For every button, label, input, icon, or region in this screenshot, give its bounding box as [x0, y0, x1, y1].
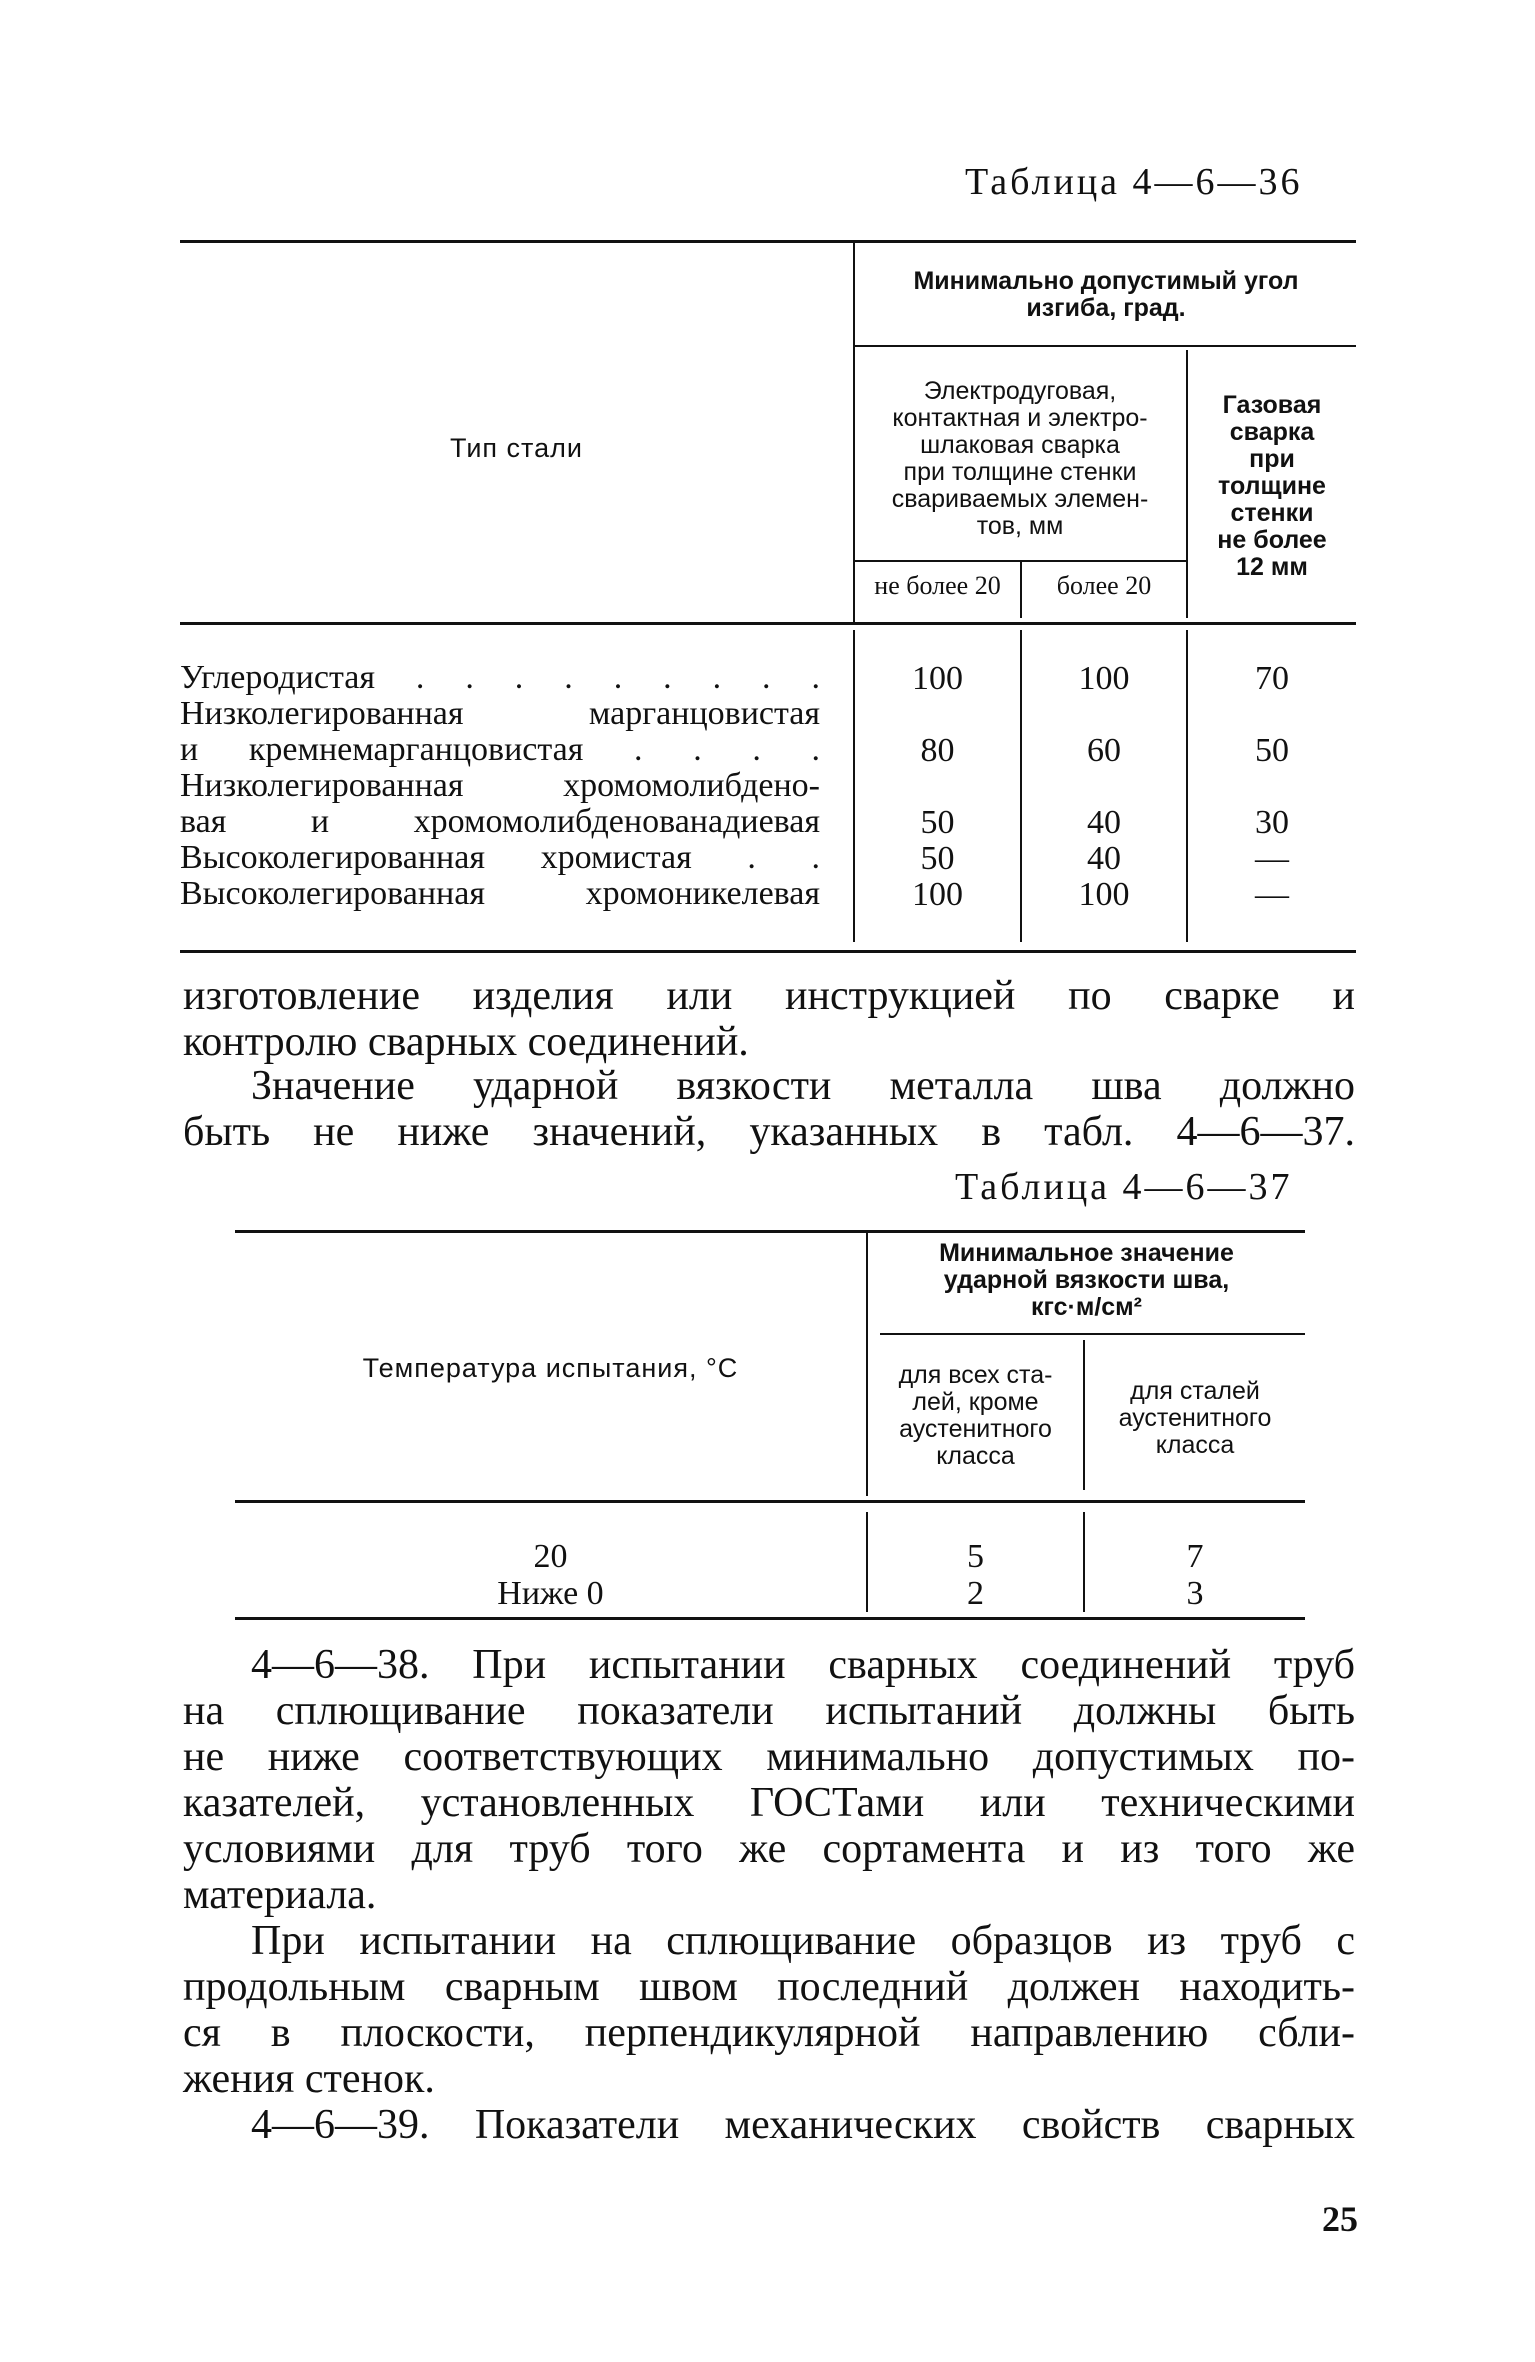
- paragraph-4-6-38: 4—6—38. При испытании сварных соединений труб на сплющивание показатели испытаний должны быть не ниже соответствующих минимально допустимых по- казателей, установленных ГОСТами или техническими условиями для труб того же сортамента и из того же материала.: [183, 1642, 1355, 1918]
- row-label-5: вая и хромомолибденованадиевая: [180, 803, 820, 840]
- table-36-caption: Таблица 4—6—36: [965, 161, 1303, 203]
- row-label-7: Высоколегированная хромоникелевая: [180, 875, 820, 912]
- paragraph-flattening: При испытании на сплющивание образцов из труб с продольным сварным швом последний должен находить- ся в плоскости, перпендикулярной направлению сбли- жения стенок.: [183, 1918, 1355, 2102]
- page-number: 25: [1322, 2199, 1358, 2239]
- row-label-3: и кремнемарганцовистая . . . .: [180, 731, 820, 768]
- table-37-top-rule: [235, 1230, 1305, 1233]
- table-36-col-type: Тип стали: [450, 433, 583, 463]
- table-37-header-rule: [235, 1500, 1305, 1503]
- t37-r1-aus: 7: [1186, 1538, 1204, 1575]
- t36-r3-c: 30: [1255, 804, 1289, 841]
- table-37-sub-aus: для сталей аустенитного класса: [1118, 1377, 1272, 1459]
- t36-r2-b: 60: [1087, 732, 1121, 769]
- t36-r2-a: 80: [920, 732, 955, 769]
- table-36-sub-header-arc: Электродуговая, контактная и электро- шлаковая сварка при толщине стенки свариваемых элемен- тов, мм: [891, 377, 1149, 540]
- table-37-group-rule: [880, 1333, 1305, 1335]
- row-label-2: Низколегированная марганцовистая: [180, 695, 820, 732]
- t36-r5-b: 100: [1078, 876, 1130, 913]
- table-36-header-rule: [180, 622, 1356, 625]
- t36-r1-c: 70: [1255, 660, 1289, 697]
- row-label-6: Высоколегированная хромистая . .: [180, 839, 820, 876]
- t37-r2-all: 2: [967, 1575, 984, 1612]
- table-37-caption: Таблица 4—6—37: [955, 1166, 1293, 1208]
- t36-r5-a: 100: [912, 876, 963, 913]
- table-36-group-header: Минимально допустимый угол изгиба, град.: [913, 267, 1299, 322]
- paragraph-4-6-39: 4—6—39. Показатели механических свойств сварных: [251, 2102, 1355, 2148]
- table-37-group-header: Минимальное значение ударной вязкости шва, кгс·м/см²: [939, 1239, 1234, 1321]
- t37-r2-aus: 3: [1186, 1575, 1204, 1612]
- table-36-sub-b: более 20: [1056, 571, 1152, 600]
- table-36-top-rule: [180, 240, 1356, 243]
- t36-r4-c: —: [1255, 840, 1289, 877]
- table-37-col-temp: Температура испытания, °С: [362, 1353, 739, 1383]
- paragraph-continuation: изготовление изделия или инструкцией по сварке и контролю сварных соединений.: [183, 973, 1355, 1065]
- t36-r4-b: 40: [1087, 840, 1121, 877]
- t36-r4-a: 50: [920, 840, 955, 877]
- t36-r3-b: 40: [1087, 804, 1121, 841]
- row-label-4: Низколегированная хромомолибдено-: [180, 767, 820, 804]
- table-36-sub-a: не более 20: [874, 571, 1001, 600]
- table-36-group-rule: [853, 345, 1356, 347]
- table-36-sub-header-gas: Газовая сварка при толщине стенки не более 12 мм: [1217, 391, 1327, 581]
- table-36-bottom-rule: [180, 950, 1356, 953]
- t36-r1-a: 100: [912, 660, 963, 697]
- t37-r2-temp: Ниже 0: [497, 1575, 604, 1612]
- t36-r5-c: —: [1255, 876, 1289, 913]
- paragraph-impact-strength: Значение ударной вязкости металла шва должно быть не ниже значений, указанных в табл. 4—6—37.: [183, 1063, 1355, 1155]
- table-37-bottom-rule: [235, 1617, 1305, 1620]
- table-36-divider-1: [853, 240, 855, 622]
- t36-r3-a: 50: [920, 804, 955, 841]
- t37-r1-all: 5: [967, 1538, 984, 1575]
- table-37-sub-all: для всех ста- лей, кроме аустенитного класса: [898, 1361, 1053, 1470]
- t37-r1-temp: 20: [533, 1538, 568, 1575]
- row-label-1: Углеродистая . . . . . . . . .: [180, 659, 820, 696]
- t36-r2-c: 50: [1255, 732, 1289, 769]
- t36-r1-b: 100: [1078, 660, 1130, 697]
